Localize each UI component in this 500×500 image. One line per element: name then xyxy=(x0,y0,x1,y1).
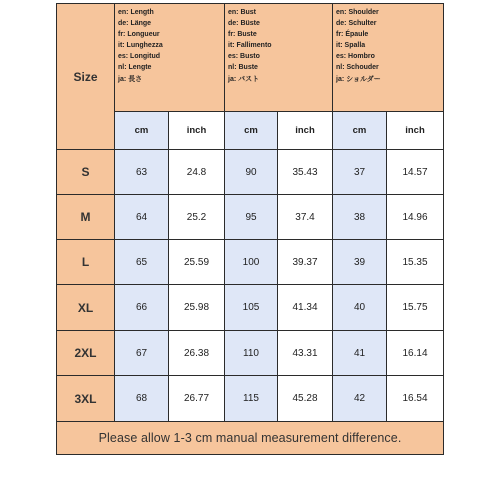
label-line: nl: Lengte xyxy=(118,64,152,72)
footnote-row xyxy=(57,422,444,455)
table-row xyxy=(57,240,444,285)
length-cm-cell: 65 xyxy=(115,240,169,285)
length-cm-cell: 67 xyxy=(115,331,169,376)
bust-cm-cell: 110 xyxy=(225,331,278,376)
label-line: en: Bust xyxy=(228,9,256,16)
measurement-footnote: Please allow 1-3 cm manual measurement difference. xyxy=(57,422,444,455)
shoulder-inch-cell: 14.96 xyxy=(387,195,444,240)
shoulder-inch-cell: 15.75 xyxy=(387,285,444,331)
size-cell: 2XL xyxy=(57,331,115,376)
unit-cm-header: cm xyxy=(225,112,278,150)
size-header: Size xyxy=(57,4,115,150)
label-line: fr: Épaule xyxy=(336,31,369,39)
bust-cm-cell: 90 xyxy=(225,150,278,195)
label-line: it: Fallimento xyxy=(228,42,272,50)
shoulder-cm-cell: 41 xyxy=(333,331,387,376)
size-chart xyxy=(56,3,443,455)
bust-inch-cell: 37.4 xyxy=(278,195,333,240)
label-line: fr: Buste xyxy=(228,31,257,39)
length-inch-cell: 25.59 xyxy=(169,240,225,285)
label-line: nl: Buste xyxy=(228,64,258,72)
unit-inch-header: inch xyxy=(169,112,225,150)
length-cm-cell: 63 xyxy=(115,150,169,195)
bust-header xyxy=(225,4,333,112)
label-line: fr: Longueur xyxy=(118,31,160,39)
shoulder-cm-cell: 40 xyxy=(333,285,387,331)
table-row xyxy=(57,195,444,240)
label-line: de: Länge xyxy=(118,20,152,28)
bust-inch-cell: 41.34 xyxy=(278,285,333,331)
shoulder-inch-cell: 16.14 xyxy=(387,331,444,376)
shoulder-inch-cell: 14.57 xyxy=(387,150,444,195)
label-line: es: Longitud xyxy=(118,53,160,61)
shoulder-header xyxy=(333,4,444,112)
label-line: ja: ショルダー xyxy=(336,75,381,83)
label-line: ja: バスト xyxy=(228,75,260,83)
length-inch-cell: 26.77 xyxy=(169,376,225,422)
label-line: es: Busto xyxy=(228,53,260,61)
length-inch-cell: 25.98 xyxy=(169,285,225,331)
shoulder-cm-cell: 38 xyxy=(333,195,387,240)
unit-cm-header: cm xyxy=(115,112,169,150)
unit-inch-header: inch xyxy=(278,112,333,150)
bust-inch-cell: 43.31 xyxy=(278,331,333,376)
size-cell: S xyxy=(57,150,115,195)
unit-inch-header: inch xyxy=(387,112,444,150)
length-inch-cell: 24.8 xyxy=(169,150,225,195)
length-inch-cell: 25.2 xyxy=(169,195,225,240)
size-table xyxy=(56,3,444,455)
shoulder-cm-cell: 39 xyxy=(333,240,387,285)
label-line: de: Büste xyxy=(228,20,260,28)
bust-inch-cell: 35.43 xyxy=(278,150,333,195)
measure-header-row xyxy=(57,4,444,112)
unit-row xyxy=(57,112,444,150)
bust-inch-cell: 39.37 xyxy=(278,240,333,285)
label-line: es: Hombro xyxy=(336,53,375,61)
bust-inch-cell: 45.28 xyxy=(278,376,333,422)
length-cm-cell: 68 xyxy=(115,376,169,422)
bust-cm-cell: 105 xyxy=(225,285,278,331)
table-row xyxy=(57,331,444,376)
label-line: it: Lunghezza xyxy=(118,42,163,50)
table-row xyxy=(57,150,444,195)
unit-cm-header: cm xyxy=(333,112,387,150)
label-line: en: Length xyxy=(118,9,154,16)
table-row xyxy=(57,376,444,422)
shoulder-inch-cell: 16.54 xyxy=(387,376,444,422)
size-cell: M xyxy=(57,195,115,240)
shoulder-cm-cell: 37 xyxy=(333,150,387,195)
label-line: ja: 長さ xyxy=(118,75,143,83)
length-inch-cell: 26.38 xyxy=(169,331,225,376)
bust-cm-cell: 100 xyxy=(225,240,278,285)
bust-cm-cell: 95 xyxy=(225,195,278,240)
size-cell: L xyxy=(57,240,115,285)
shoulder-inch-cell: 15.35 xyxy=(387,240,444,285)
bust-cm-cell: 115 xyxy=(225,376,278,422)
table-row xyxy=(57,285,444,331)
label-line: de: Schulter xyxy=(336,20,377,28)
length-header xyxy=(115,4,225,112)
label-line: nl: Schouder xyxy=(336,64,379,72)
size-cell: 3XL xyxy=(57,376,115,422)
label-line: en: Shoulder xyxy=(336,9,379,16)
length-cm-cell: 66 xyxy=(115,285,169,331)
label-line: it: Spalla xyxy=(336,42,366,50)
shoulder-cm-cell: 42 xyxy=(333,376,387,422)
length-cm-cell: 64 xyxy=(115,195,169,240)
size-cell: XL xyxy=(57,285,115,331)
